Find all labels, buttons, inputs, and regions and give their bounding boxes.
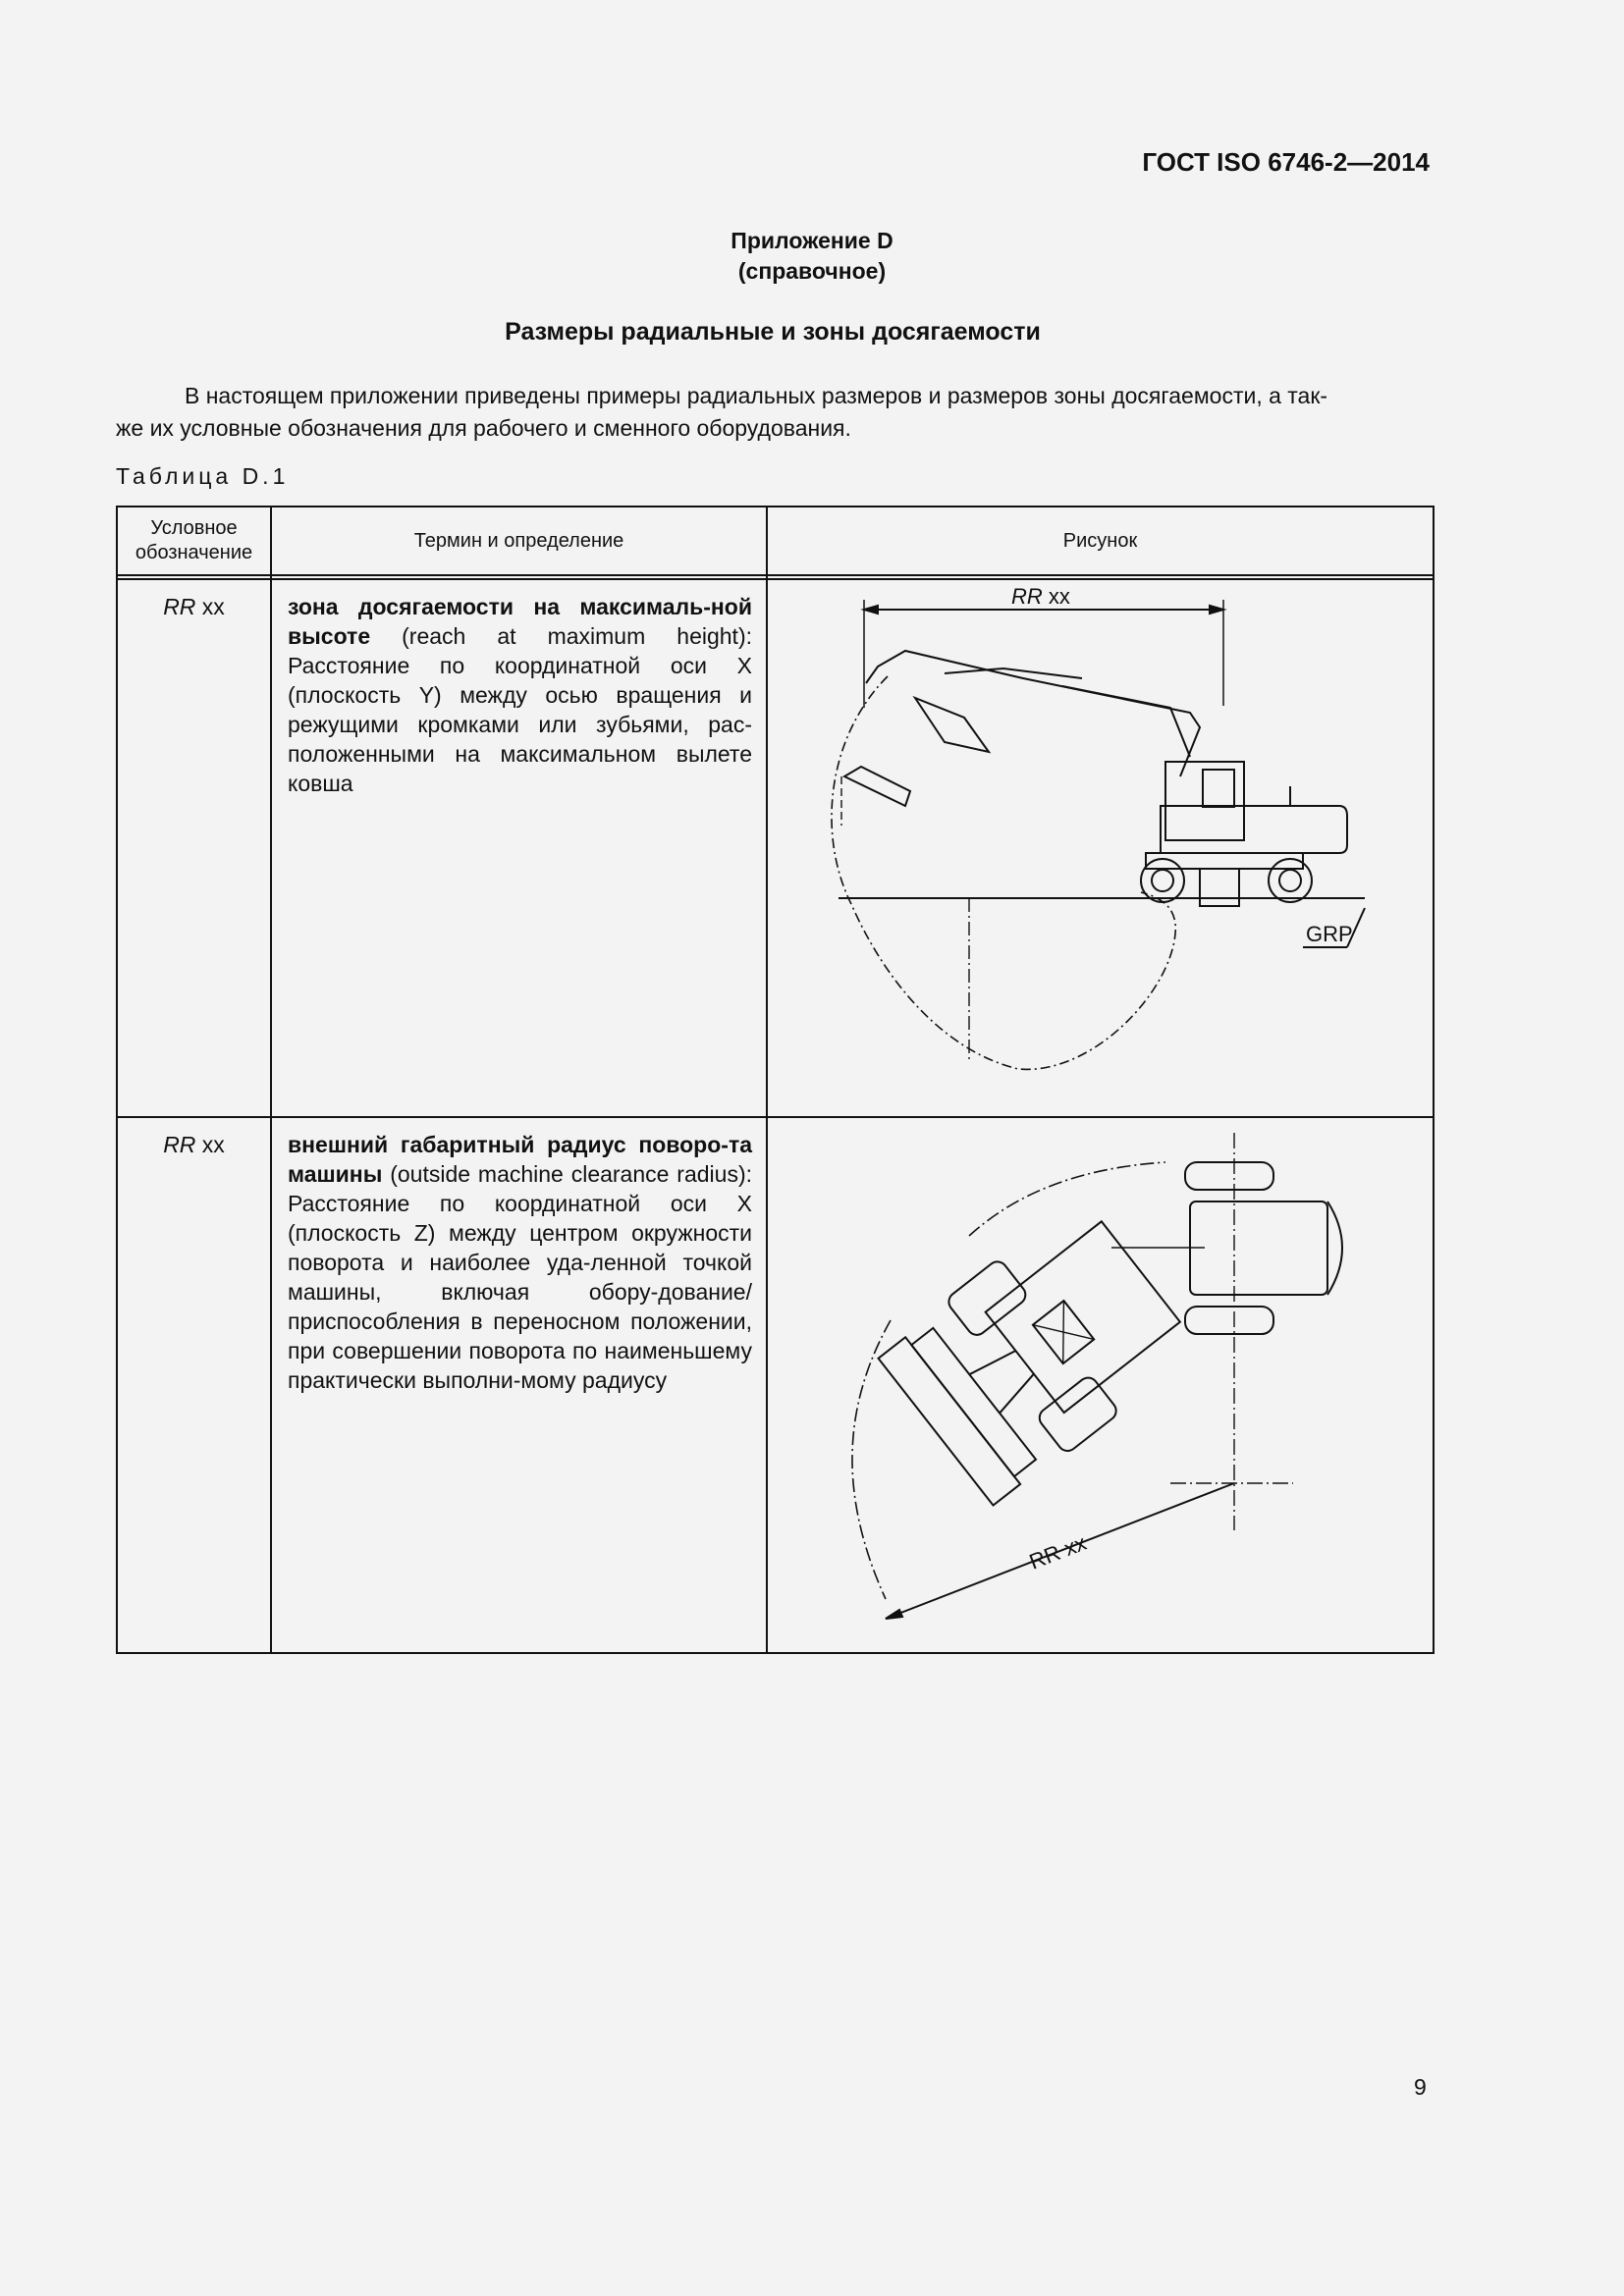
row1-term-bold: зона досягаемости на максималь-ной высоте	[288, 594, 752, 649]
appendix-subtitle: (справочное)	[737, 258, 887, 284]
cab-module-top	[945, 1257, 1029, 1338]
swing-arc-left	[852, 1320, 891, 1599]
dimension-label-italic: RR	[1011, 584, 1043, 609]
upper-structure-rotated	[875, 1195, 1201, 1510]
intro-paragraph	[116, 380, 1432, 445]
row1-figure	[767, 579, 1434, 1117]
row2-figure	[767, 1117, 1434, 1653]
row1-definition: (reach at maximum height): Расстояние по координатной оси X (плоскость Y) между осью вращения и режущими кромками или зубьями, рас-положенными на максимальном вылете ковша	[288, 623, 752, 796]
appendix-title: Приложение D	[731, 228, 893, 253]
outrigger-steps	[1200, 869, 1239, 906]
row1-term	[271, 579, 767, 1117]
grp-label: GRP	[1306, 922, 1353, 946]
row2-symbol	[117, 1117, 271, 1653]
wheel-rear-hub	[1279, 870, 1301, 891]
wheel-front-hub	[1152, 870, 1173, 891]
swing-arc-top	[969, 1162, 1165, 1236]
row2-symbol-suffix: xx	[195, 1132, 225, 1157]
wheel-front	[1141, 859, 1184, 902]
header-term: Термин и определение	[271, 507, 767, 575]
intro-line-2: же их условные обозначения для рабочего и сменного оборудования.	[116, 415, 851, 441]
row2-term-bold: внешний габаритный радиус поворо-та машины	[288, 1132, 752, 1187]
boom-lower-edge	[1062, 686, 1190, 757]
table-row	[117, 579, 1434, 1117]
radius-arrow	[886, 1610, 902, 1619]
header-symbol	[117, 507, 271, 575]
reach-envelope	[832, 676, 1175, 1069]
row1-symbol-italic: RR	[163, 594, 196, 619]
row2-symbol-italic: RR	[163, 1132, 196, 1157]
carrier-wheel-bottom	[1185, 1307, 1273, 1334]
intro-line-1: В настоящем приложении приведены примеры радиальных размеров и размеров зоны досягаемости, а так-	[185, 383, 1328, 408]
upper-body	[986, 1221, 1180, 1413]
row2-term	[271, 1117, 767, 1653]
carrier-nose	[1327, 1201, 1342, 1295]
attachment-arm-bottom	[994, 1374, 1040, 1414]
cab-window	[1203, 770, 1234, 807]
document-code: ГОСТ ISO 6746-2—2014	[1142, 147, 1430, 177]
row1-symbol	[117, 579, 271, 1117]
row2-definition: (outside machine clearance radius): Расстояние по координатной оси X (плоскость Z) между центром окружности поворота и наиболее уда-ленной точкой машины, включая обору-дование/приспособления в переносном положении, при совершении поворота по наименьшему практически выполни-мому радиусу	[288, 1161, 752, 1393]
table-caption: Таблица D.1	[116, 463, 290, 489]
cab-cross	[1033, 1301, 1094, 1363]
clearance-radius-drawing	[768, 1118, 1431, 1652]
dimension-label-suffix: xx	[1042, 584, 1070, 609]
header-symbol-line1: Условное	[150, 517, 238, 539]
boom	[866, 651, 1200, 776]
attachment-inner	[911, 1328, 1036, 1476]
dimension-label	[1011, 584, 1070, 609]
row1-symbol-suffix: xx	[195, 594, 225, 619]
upper-structure	[1161, 806, 1347, 853]
header-figure: Рисунок	[767, 507, 1434, 575]
carrier-body	[1190, 1201, 1327, 1295]
cab-module-bottom	[1036, 1374, 1120, 1455]
bucket-upper	[915, 698, 989, 752]
definitions-table	[116, 506, 1435, 1654]
table-header-row	[117, 507, 1434, 575]
radius-label: RR xx	[1025, 1529, 1090, 1575]
wheel-rear	[1269, 859, 1312, 902]
section-title: Размеры радиальные и зоны досягаемости	[505, 318, 1041, 346]
page-number: 9	[1414, 2074, 1427, 2100]
carrier-wheel-top	[1185, 1162, 1273, 1190]
header-symbol-line2: обозначение	[135, 542, 253, 563]
bucket-lower	[844, 767, 910, 806]
attachment-blade	[879, 1337, 1021, 1505]
excavator-reach-drawing	[768, 580, 1431, 1116]
cab	[1165, 762, 1244, 840]
table-row	[117, 1117, 1434, 1653]
appendix-heading	[0, 226, 1624, 287]
attachment-arm-top	[969, 1343, 1015, 1382]
